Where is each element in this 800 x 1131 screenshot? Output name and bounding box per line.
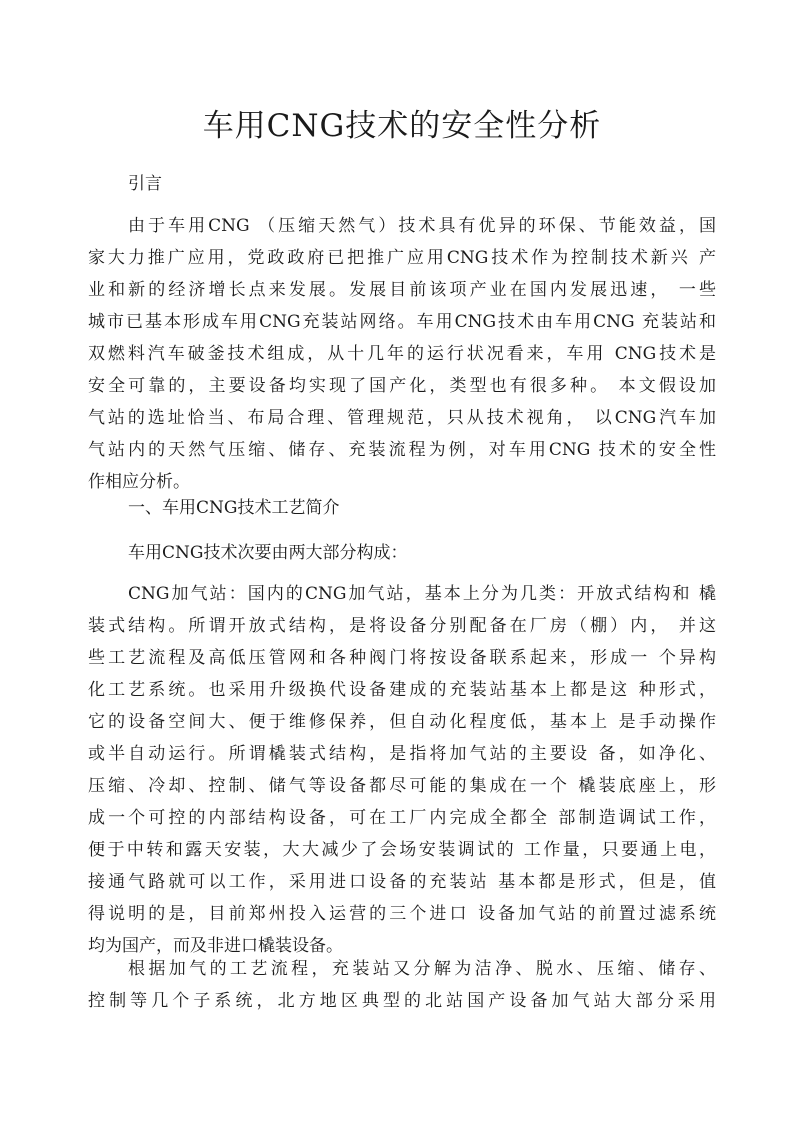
cng-station-paragraph bbox=[88, 578, 716, 962]
text-line: 接通气路就可以工作，采用进口设备的充装站 基本都是形式，但是，值 bbox=[88, 872, 716, 892]
document-title: 车用CNG技术的安全性分析 bbox=[202, 108, 602, 144]
text-line: 化工艺系统。也采用升级换代设备建成的充装站基本上都是这 种形式， bbox=[88, 680, 716, 700]
text-line: 业和新的经济增长点来发展。发展目前该项产业在国内发展迅速， 一些 bbox=[88, 280, 716, 300]
section-heading: 一、车用CNG技术工艺简介 bbox=[128, 498, 340, 518]
text-line: 双燃料汽车破釜技术组成，从十几年的运行状况看来，车用 CNG技术是 bbox=[88, 344, 716, 364]
text-line: 压缩、冷却、控制、储气等设备都尽可能的集成在一个 橇装底座上，形 bbox=[88, 776, 716, 796]
text-line: 由于车用CNG （压缩天然气）技术具有优异的环保、节能效益，国 bbox=[128, 216, 716, 236]
text-line: 或半自动运行。所谓橇装式结构，是指将加气站的主要设 备，如净化、 bbox=[88, 744, 716, 764]
process-paragraph bbox=[88, 953, 716, 1017]
text-line: 根据加气的工艺流程，充装站又分解为洁净、脱水、压缩、储存、 bbox=[128, 959, 716, 979]
text-line: 车用CNG技术次要由两大部分构成： bbox=[128, 543, 408, 563]
text-line: 均为国产，而及非进口橇装设备。 bbox=[88, 936, 343, 956]
section-heading: 引言 bbox=[128, 174, 162, 194]
section-1-intro bbox=[88, 537, 716, 569]
text-line: 得说明的是，目前郑州投入运营的三个进口 设备加气站的前置过滤系统 bbox=[88, 904, 716, 924]
text-line: 些工艺流程及高低压管网和各种阀门将按设备联系起来，形成一 个异构 bbox=[88, 648, 716, 668]
text-line: 控制等几个子系统，北方地区典型的北站国产设备加气站大部分采用 bbox=[88, 991, 716, 1011]
text-line: 安全可靠的，主要设备均实现了国产化，类型也有很多种。 本文假设加 bbox=[88, 376, 716, 396]
intro-heading bbox=[88, 168, 716, 200]
text-line: 作相应分析。 bbox=[88, 472, 190, 492]
text-line: 气站内的天然气压缩、储存、充装流程为例，对车用CNG 技术的安全性 bbox=[88, 440, 716, 460]
text-line: 成一个可控的内部结构设备，可在工厂内完成全都全 部制造调试工作， bbox=[88, 808, 716, 828]
text-line: 气站的选址恰当、布局合理、管理规范，只从技术视角， 以CNG汽车加 bbox=[88, 408, 716, 428]
intro-paragraph bbox=[88, 210, 716, 498]
text-line: 它的设备空间大、便于维修保养，但自动化程度低，基本上 是手动操作 bbox=[88, 712, 716, 732]
text-line: 装式结构。所谓开放式结构，是将设备分别配备在厂房（棚）内， 并这 bbox=[88, 616, 716, 636]
text-line: 便于中转和露天安装，大大减少了会场安装调试的 工作量，只要通上电， bbox=[88, 840, 716, 860]
text-line: 城市已基本形成车用CNG充装站网络。车用CNG技术由车用CNG 充装站和 bbox=[88, 312, 716, 332]
text-line: CNG加气站：国内的CNG加气站，基本上分为几类：开放式结构和 橇 bbox=[128, 584, 716, 604]
text-line: 家大力推广应用，党政政府已把推广应用CNG技术作为控制技术新兴 产 bbox=[88, 248, 716, 268]
section-1-heading bbox=[88, 492, 716, 524]
